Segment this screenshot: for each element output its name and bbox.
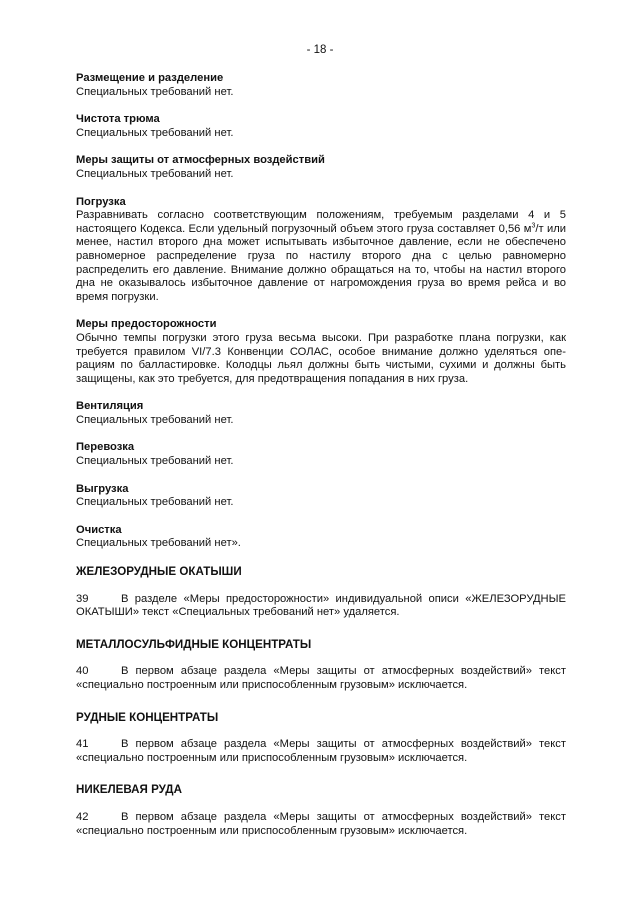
- block-heading: Меры защиты от атмосферных воздействий: [76, 154, 325, 167]
- item-number: 42: [76, 810, 89, 823]
- section-title: РУДНЫЕ КОНЦЕНТРАТЫ: [76, 710, 219, 724]
- numbered-item: [76, 811, 566, 838]
- item-text: В первом абзаце раздела «Меры защиты от атмосферных воздействий» текст «специально построенным или приспособленным грузовым» исключается.: [76, 810, 566, 837]
- block-heading: Очистка: [76, 523, 122, 536]
- block-text: Специальных требований нет».: [76, 537, 241, 550]
- block-weather-precautions: [76, 154, 566, 181]
- block-text: [76, 209, 566, 304]
- block-precautions: [76, 318, 566, 386]
- block-placement: [76, 72, 566, 99]
- item-number: 39: [76, 592, 89, 605]
- block-text: Специальных требований нет.: [76, 126, 234, 139]
- block-loading: [76, 196, 566, 305]
- item-text: В первом абзаце раздела «Меры защиты от атмосферных воздействий» текст «специально построенным или приспособленным грузовым» исключается.: [76, 738, 566, 764]
- section-title: МЕТАЛЛОСУЛЬФИДНЫЕ КОНЦЕНТРАТЫ: [76, 637, 312, 651]
- superscript: 3: [531, 222, 536, 230]
- block-heading: Погрузка: [76, 195, 126, 208]
- block-text: Специальных требований нет.: [76, 167, 234, 180]
- block-discharge: [76, 483, 566, 510]
- numbered-item: [76, 593, 566, 620]
- item-text: В первом абзаце раздела «Меры защиты от атмосферных воздействий» текст «специально построенным или приспособленным грузовым» исключается.: [76, 665, 566, 691]
- block-heading: Перевозка: [76, 441, 135, 454]
- page-number: - 18 -: [306, 44, 334, 56]
- page-content: [76, 72, 566, 856]
- loading-text-part2: /т или менее, настил второго дна может испытывать избыточное давление, если не обеспечено равномерное распределение груза по настилу второго дна с целью равномерно распределить его давление. Внимание должно обращаться на то, чтобы на настил второго дна не оказывалось избыточное давление от нагромождения груза во время рейса и во время погрузки.: [76, 222, 566, 303]
- block-text: Специальных требований нет.: [76, 85, 234, 98]
- block-carriage: [76, 441, 566, 468]
- block-heading: Размещение и разделение: [76, 72, 224, 84]
- section-title: НИКЕЛЕВАЯ РУДА: [76, 783, 182, 797]
- block-heading: Выгрузка: [76, 482, 129, 495]
- item-number: 40: [76, 665, 89, 678]
- numbered-item: [76, 738, 566, 765]
- block-heading: Меры предосторожности: [76, 318, 217, 331]
- block-text: Специальных требований нет.: [76, 496, 234, 509]
- block-text: Специальных требований нет.: [76, 413, 234, 426]
- block-hold-cleanliness: [76, 113, 566, 140]
- loading-text-part1: Разравнивать согласно соответствующим положениям, требуемым разделами 4 и 5 настоящего Кодекса. Если удельный погрузочный объем этого груза составляет 0,56 м: [76, 209, 566, 235]
- numbered-item: [76, 665, 566, 692]
- item-number: 41: [76, 738, 89, 751]
- block-clean-up: [76, 524, 566, 551]
- item-text: В разделе «Меры предосторожности» индивидуальной описи «ЖЕЛЕЗОРУДНЫЕ ОКАТЫШИ» текст «Специальных требований нет» удаляется.: [76, 592, 566, 619]
- section-title: ЖЕЛЕЗОРУДНЫЕ ОКАТЫШИ: [76, 565, 242, 579]
- block-text: Обычно темпы погрузки этого груза весьма высоки. При разработке плана погрузки, как требуется правилом VI/7.3 Конвенции СОЛАС, особое внимание должно уделяться операциям по балластировке. Колодцы льял должны быть чистыми, сухими и должны быть защищены, как это требуется, для предотвращения попадания в них груза.: [76, 331, 566, 385]
- block-ventilation: [76, 400, 566, 427]
- block-heading: Чистота трюма: [76, 113, 160, 126]
- block-text: Специальных требований нет.: [76, 455, 234, 468]
- block-heading: Вентиляция: [76, 400, 144, 413]
